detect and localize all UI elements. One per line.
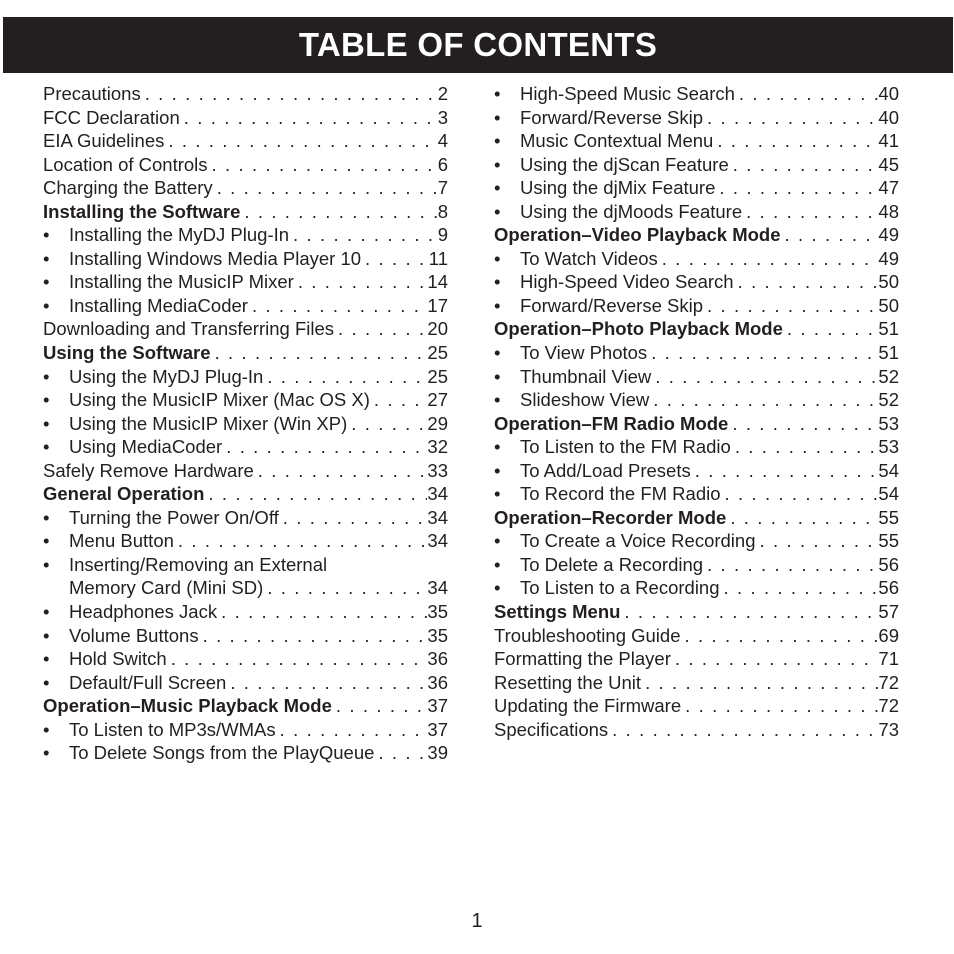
bullet-icon: • xyxy=(43,365,50,387)
bullet-icon: • xyxy=(494,483,501,505)
dot-leader xyxy=(742,200,878,224)
toc-entry[interactable] xyxy=(43,294,448,318)
toc-entry-page: 40 xyxy=(878,106,899,128)
toc-entry-page: 54 xyxy=(878,459,899,481)
dot-leader xyxy=(647,341,878,365)
bullet-icon: • xyxy=(43,601,50,623)
dot-leader xyxy=(226,671,427,695)
bullet-icon: • xyxy=(43,530,50,552)
toc-entry-title: Troubleshooting Guide xyxy=(494,624,681,646)
dot-leader xyxy=(658,247,879,271)
toc-entry-title: To Listen to the FM Radio xyxy=(520,436,731,458)
toc-entry[interactable] xyxy=(494,341,899,365)
toc-entry-title: Operation–Video Playback Mode xyxy=(494,224,781,246)
dot-leader xyxy=(681,624,879,648)
toc-entry-page: 6 xyxy=(437,153,448,175)
toc-entry-page: 53 xyxy=(878,412,899,434)
dot-leader xyxy=(167,647,428,671)
toc-entry-page: 56 xyxy=(878,577,899,599)
dot-leader xyxy=(276,718,428,742)
dot-leader xyxy=(248,294,427,318)
toc-entry-page: 29 xyxy=(427,412,448,434)
dot-leader xyxy=(721,482,879,506)
bullet-icon: • xyxy=(43,224,50,246)
toc-entry-page: 47 xyxy=(878,177,899,199)
bullet-icon: • xyxy=(43,718,50,740)
bullet-icon: • xyxy=(43,412,50,434)
dot-leader xyxy=(174,529,428,553)
dot-leader xyxy=(374,741,427,765)
toc-entry-title: Formatting the Player xyxy=(494,648,671,670)
toc-entry[interactable] xyxy=(43,82,448,106)
toc-entry-title: Specifications xyxy=(494,718,609,740)
bullet-icon: • xyxy=(494,530,501,552)
toc-entry[interactable] xyxy=(494,388,899,412)
toc-entry-page: 27 xyxy=(427,389,448,411)
dot-leader xyxy=(726,506,878,530)
toc-entry[interactable] xyxy=(494,506,899,530)
toc-entry-title: Inserting/Removing an External xyxy=(69,553,328,575)
toc-entry-title: To Delete Songs from the PlayQueue xyxy=(69,742,375,764)
toc-entry-title: To Add/Load Presets xyxy=(520,459,691,481)
bullet-icon: • xyxy=(43,648,50,670)
dot-leader xyxy=(731,435,879,459)
toc-entry-title: Volume Buttons xyxy=(69,624,199,646)
bullet-icon: • xyxy=(494,271,501,293)
dot-leader xyxy=(735,82,879,106)
dot-leader xyxy=(208,153,438,177)
dot-leader xyxy=(649,388,878,412)
toc-entry-title: Memory Card (Mini SD) xyxy=(69,577,264,599)
toc-entry-page: 4 xyxy=(437,130,448,152)
toc-entry-title: To View Photos xyxy=(520,342,648,364)
toc-entry[interactable] xyxy=(43,223,448,247)
toc-entry-page: 57 xyxy=(878,601,899,623)
toc-entry-page: 14 xyxy=(427,271,448,293)
dot-leader xyxy=(361,247,429,271)
toc-entry[interactable] xyxy=(494,435,899,459)
toc-entry-page: 54 xyxy=(878,483,899,505)
dot-leader xyxy=(703,553,878,577)
toc-entry-title: Using the Software xyxy=(43,342,211,364)
dot-leader xyxy=(164,129,437,153)
toc-entry[interactable] xyxy=(494,553,899,577)
bullet-icon: • xyxy=(494,342,501,364)
toc-entry[interactable] xyxy=(43,506,448,530)
toc-entry-title: Forward/Reverse Skip xyxy=(520,294,704,316)
toc-entry[interactable] xyxy=(43,529,448,553)
toc-entry-page: 34 xyxy=(427,530,448,552)
toc-entry-title: Using the djScan Feature xyxy=(520,153,729,175)
bullet-icon: • xyxy=(494,436,501,458)
toc-entry-title: Installing Windows Media Player 10 xyxy=(69,247,362,269)
page-number: 1 xyxy=(471,910,483,932)
toc-entry[interactable] xyxy=(43,459,448,483)
toc-entry-title: Using the djMix Feature xyxy=(520,177,716,199)
dot-leader xyxy=(217,600,427,624)
toc-entry-page: 71 xyxy=(878,648,899,670)
toc-entry[interactable] xyxy=(43,718,448,742)
toc-entry-title: Resetting the Unit xyxy=(494,671,642,693)
toc-entry-page: 48 xyxy=(878,200,899,222)
toc-entry[interactable] xyxy=(43,341,448,365)
dot-leader xyxy=(294,270,428,294)
toc-entry-page: 35 xyxy=(427,601,448,623)
toc-entry[interactable] xyxy=(43,270,448,294)
dot-leader xyxy=(240,200,437,224)
bullet-icon: • xyxy=(494,389,501,411)
toc-entry-page: 8 xyxy=(437,200,448,222)
toc-entry-page: 20 xyxy=(427,318,448,340)
page-title: TABLE OF CONTENTS xyxy=(298,26,658,63)
toc-entry-title: High-Speed Music Search xyxy=(520,83,735,104)
bullet-icon: • xyxy=(494,177,501,199)
toc-entry[interactable] xyxy=(43,647,448,671)
toc-entry-title: Slideshow View xyxy=(520,389,650,411)
dot-leader xyxy=(713,129,878,153)
dot-leader xyxy=(703,106,878,130)
dot-leader xyxy=(728,412,878,436)
toc-entry-page: 3 xyxy=(437,106,448,128)
toc-entry-page: 34 xyxy=(427,483,448,505)
toc-entry[interactable] xyxy=(494,200,899,224)
toc-entry-page: 73 xyxy=(878,718,899,740)
toc-entry-title: Music Contextual Menu xyxy=(520,130,714,152)
toc-entry[interactable] xyxy=(43,129,448,153)
toc-entry[interactable] xyxy=(43,671,448,695)
dot-leader xyxy=(691,459,879,483)
dot-leader xyxy=(756,529,879,553)
toc-column-right xyxy=(494,82,899,741)
toc-entry[interactable] xyxy=(494,459,899,483)
toc-entry-page: 72 xyxy=(878,695,899,717)
toc-entry-title: Installing the MyDJ Plug-In xyxy=(69,224,290,246)
dot-leader xyxy=(211,341,428,365)
toc-entry[interactable] xyxy=(494,694,899,718)
toc-entry-title: Operation–Music Playback Mode xyxy=(43,695,332,717)
dot-leader xyxy=(254,459,428,483)
dot-leader xyxy=(651,365,878,389)
toc-entry-page: 33 xyxy=(427,459,448,481)
toc-entry[interactable] xyxy=(494,317,899,341)
dot-leader xyxy=(199,624,428,648)
toc-entry-page: 36 xyxy=(427,648,448,670)
toc-entry[interactable] xyxy=(494,576,899,600)
toc-entry-title: Using the MusicIP Mixer (Mac OS X) xyxy=(69,389,370,411)
toc-entry-title: Thumbnail View xyxy=(520,365,652,387)
dot-leader xyxy=(263,365,427,389)
toc-entry-page: 45 xyxy=(878,153,899,175)
toc-entry[interactable] xyxy=(494,153,899,177)
toc-entry-page: 49 xyxy=(878,224,899,246)
toc-entry-page: 51 xyxy=(878,318,899,340)
toc-entry[interactable] xyxy=(43,317,448,341)
toc-entry-page: 37 xyxy=(427,695,448,717)
dot-leader xyxy=(681,694,878,718)
toc-entry-title: Default/Full Screen xyxy=(69,671,227,693)
dot-leader xyxy=(263,576,427,600)
toc-entry-page: 35 xyxy=(427,624,448,646)
dot-leader xyxy=(720,576,879,600)
toc-entry-title: Charging the Battery xyxy=(43,177,213,199)
toc-entry-page: 34 xyxy=(427,577,448,599)
toc-entry-page: 69 xyxy=(878,624,899,646)
bullet-icon: • xyxy=(494,365,501,387)
dot-leader xyxy=(734,270,879,294)
toc-entry[interactable] xyxy=(494,647,899,671)
toc-entry-page: 39 xyxy=(427,742,448,764)
dot-leader xyxy=(671,647,879,671)
toc-entry-title: General Operation xyxy=(43,483,205,505)
bullet-icon: • xyxy=(43,742,50,764)
toc-entry-page: 36 xyxy=(427,671,448,693)
dot-leader xyxy=(279,506,428,530)
dot-leader xyxy=(370,388,428,412)
toc-entry-title: Hold Switch xyxy=(69,648,167,670)
toc-entry-title: Installing MediaCoder xyxy=(69,294,248,316)
bullet-icon: • xyxy=(43,294,50,316)
toc-entry-title: Location of Controls xyxy=(43,153,208,175)
toc-entry-page: 53 xyxy=(878,436,899,458)
toc-entry-page: 40 xyxy=(878,83,899,104)
dot-leader xyxy=(141,82,438,106)
dot-leader xyxy=(332,694,428,718)
dot-leader xyxy=(641,671,878,695)
dot-leader xyxy=(213,176,438,200)
bullet-icon: • xyxy=(43,271,50,293)
toc-entry-title: Installing the MusicIP Mixer xyxy=(69,271,294,293)
bullet-icon: • xyxy=(494,106,501,128)
toc-entry[interactable] xyxy=(494,247,899,271)
toc-entry-title: Using MediaCoder xyxy=(69,436,223,458)
dot-leader xyxy=(289,223,438,247)
dot-leader xyxy=(334,317,427,341)
toc-entry-page: 17 xyxy=(427,294,448,316)
toc-entry[interactable] xyxy=(494,718,899,742)
toc-entry-page: 52 xyxy=(878,389,899,411)
toc-entry[interactable] xyxy=(494,412,899,436)
toc-entry-page: 52 xyxy=(878,365,899,387)
toc-entry-title: High-Speed Video Search xyxy=(520,271,734,293)
toc-entry-title: Forward/Reverse Skip xyxy=(520,106,704,128)
toc-entry[interactable] xyxy=(494,529,899,553)
toc-entry[interactable] xyxy=(494,671,899,695)
toc-entry-page: 55 xyxy=(878,506,899,528)
toc-entry[interactable] xyxy=(494,129,899,153)
dot-leader xyxy=(729,153,879,177)
toc-entry-title: Headphones Jack xyxy=(69,601,218,623)
dot-leader xyxy=(781,223,879,247)
toc-entry[interactable] xyxy=(43,741,448,765)
toc-entry-title: Downloading and Transferring Files xyxy=(43,318,335,340)
toc-entry[interactable] xyxy=(43,553,448,600)
toc-entry[interactable] xyxy=(43,600,448,624)
dot-leader xyxy=(347,412,427,436)
toc-entry[interactable] xyxy=(43,153,448,177)
toc-entry-page: 9 xyxy=(437,224,448,246)
toc-entry-title: Installing the Software xyxy=(43,200,241,222)
toc-entry-page: 32 xyxy=(427,436,448,458)
bullet-icon: • xyxy=(494,553,501,575)
toc-entry-page: 55 xyxy=(878,530,899,552)
toc-entry-title: To Listen to MP3s/WMAs xyxy=(69,718,276,740)
toc-entry-title: To Delete a Recording xyxy=(520,553,704,575)
toc-entry[interactable] xyxy=(43,176,448,200)
toc-entry-page: 72 xyxy=(878,671,899,693)
bullet-icon: • xyxy=(494,247,501,269)
bullet-icon: • xyxy=(494,153,501,175)
toc-entry-title: Using the djMoods Feature xyxy=(520,200,743,222)
toc-entry-title: To Record the FM Radio xyxy=(520,483,721,505)
toc-entry-title: FCC Declaration xyxy=(43,106,180,128)
dot-leader xyxy=(703,294,878,318)
toc-entry[interactable] xyxy=(43,200,448,224)
toc-entry-page: 50 xyxy=(878,294,899,316)
toc-entry[interactable] xyxy=(494,82,899,106)
dot-leader xyxy=(222,435,427,459)
toc-entry-page: 25 xyxy=(427,342,448,364)
toc-header-bar xyxy=(3,17,953,73)
toc-entry-page: 56 xyxy=(878,553,899,575)
toc-entry[interactable] xyxy=(494,294,899,318)
toc-entry[interactable] xyxy=(494,176,899,200)
bullet-icon: • xyxy=(494,294,501,316)
toc-entry-title: Operation–Photo Playback Mode xyxy=(494,318,783,340)
toc-entry-page: 25 xyxy=(427,365,448,387)
dot-leader xyxy=(620,600,878,624)
toc-entry-title: EIA Guidelines xyxy=(43,130,165,152)
bullet-icon: • xyxy=(43,247,50,269)
toc-entry[interactable] xyxy=(43,482,448,506)
toc-entry[interactable] xyxy=(43,412,448,436)
toc-entry[interactable] xyxy=(43,247,448,271)
dot-leader xyxy=(608,718,878,742)
toc-entry[interactable] xyxy=(494,600,899,624)
bullet-icon: • xyxy=(494,459,501,481)
bullet-icon: • xyxy=(494,130,501,152)
toc-entry-title: To Listen to a Recording xyxy=(520,577,720,599)
bullet-icon: • xyxy=(43,624,50,646)
toc-entry-page: 34 xyxy=(427,506,448,528)
toc-entry[interactable] xyxy=(43,624,448,648)
dot-leader xyxy=(204,482,427,506)
toc-entry-title: Safely Remove Hardware xyxy=(43,459,254,481)
bullet-icon: • xyxy=(43,389,50,411)
toc-entry[interactable] xyxy=(43,435,448,459)
bullet-icon: • xyxy=(43,553,50,575)
toc-entry[interactable] xyxy=(494,270,899,294)
toc-entry-page: 11 xyxy=(428,247,448,269)
toc-entry-page: 37 xyxy=(427,718,448,740)
toc-entry-page: 49 xyxy=(878,247,899,269)
toc-entry[interactable] xyxy=(43,388,448,412)
toc-entry-title: Turning the Power On/Off xyxy=(69,506,279,528)
toc-entry[interactable] xyxy=(494,106,899,130)
toc-entry[interactable] xyxy=(494,365,899,389)
bullet-icon: • xyxy=(494,577,501,599)
toc-entry-title: Using the MusicIP Mixer (Win XP) xyxy=(69,412,348,434)
toc-entry-title: Settings Menu xyxy=(494,601,621,623)
toc-entry[interactable] xyxy=(43,694,448,718)
toc-entry[interactable] xyxy=(494,482,899,506)
dot-leader xyxy=(180,106,438,130)
toc-entry-page: 51 xyxy=(878,342,899,364)
toc-entry-page: 50 xyxy=(878,271,899,293)
toc-entry[interactable] xyxy=(494,223,899,247)
toc-entry-title: Updating the Firmware xyxy=(494,695,682,717)
toc-entry-page: 2 xyxy=(437,83,448,104)
bullet-icon: • xyxy=(43,671,50,693)
toc-entry-title: Menu Button xyxy=(69,530,174,552)
toc-entry-title: Operation–FM Radio Mode xyxy=(494,412,729,434)
bullet-icon: • xyxy=(43,436,50,458)
toc-entry-title: To Create a Voice Recording xyxy=(520,530,756,552)
dot-leader xyxy=(715,176,878,200)
toc-entry-title: Operation–Recorder Mode xyxy=(494,506,727,528)
toc-entry-title: Precautions xyxy=(43,83,141,104)
toc-entry-page: 41 xyxy=(878,130,899,152)
toc-entry-title: Using the MyDJ Plug-In xyxy=(69,365,264,387)
toc-column-left xyxy=(43,82,448,765)
bullet-icon: • xyxy=(494,200,501,222)
dot-leader xyxy=(783,317,879,341)
toc-entry[interactable] xyxy=(43,365,448,389)
toc-entry[interactable] xyxy=(494,624,899,648)
bullet-icon: • xyxy=(494,83,501,104)
bullet-icon: • xyxy=(43,506,50,528)
toc-entry-page: 7 xyxy=(437,177,448,199)
toc-entry[interactable] xyxy=(43,106,448,130)
toc-entry-title: To Watch Videos xyxy=(520,247,658,269)
